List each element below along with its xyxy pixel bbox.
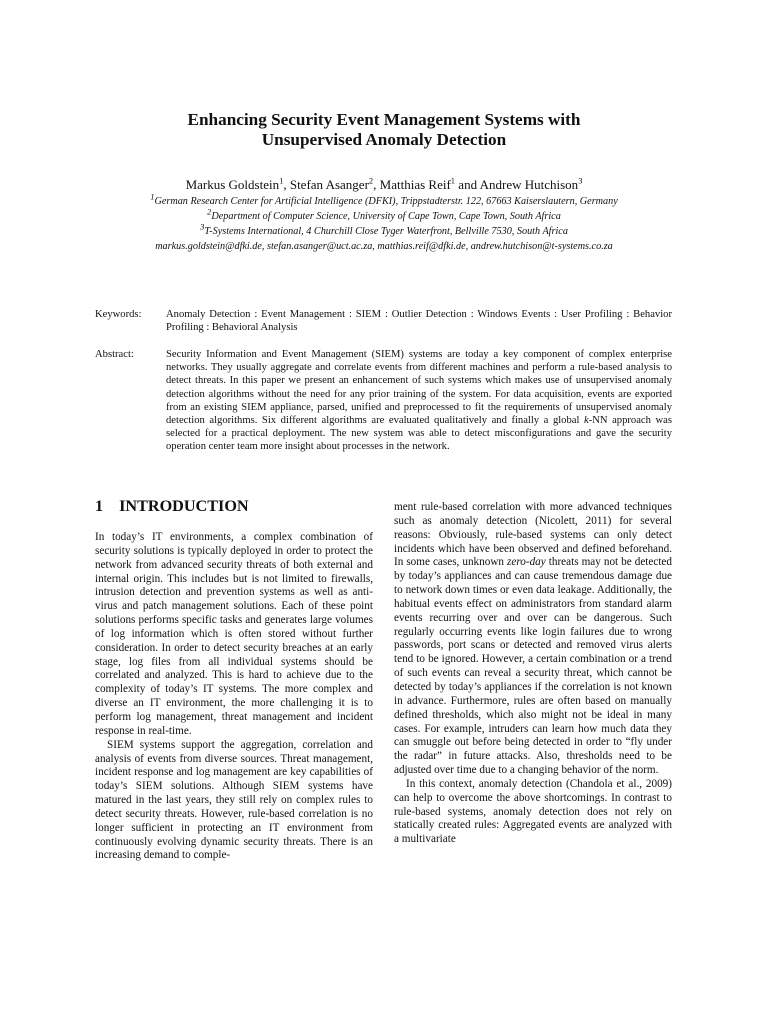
author: Markus Goldstein$^1$, [185, 175, 290, 192]
abstract-text: Security Information and Event Management (SIEM) systems are today a key component of complex enterprise networks. They usually aggregate and correlate events from different machines and perform a rule-based analysis to detect threats. In this paper we present an enhancement of such systems which makes use of unsupervised anomaly detection algorithms without the need for any prior training of the system. For data acquisition, events are exported from an existing SIEM appliance, parsed, unified and preprocessed to fit the requirements of unsupervised anomaly detection algorithms. Six different algorithms are evaluated qualitatively and finally a global k-NN approach was selected for a practical deployment. The new system was able to detect misconfigurations and gave the security operation center team more insight about processes in the network. [166, 349, 672, 453]
paragraph: In today’s IT environments, a complex combination of security solutions is typically deployed in order to protect the network from advanced security threats of both external and internal origin. This includes but is not limited to firewalls, intrusion detection and prevention systems as well as anti-virus and patch management solutions. Each of these point solutions performs specific tasks and generates large volumes of log information which is often stored without further consideration. In order to detect security breaches at an early stage, log files from all individual systems should be correlated and analyzed. This is hard to achieve due to the complexity of today’s IT systems. The more complex and diverse an IT environment, the more challenging it is to perform log management, threat management and incident response in real-time. [95, 531, 373, 737]
title-line-1: Enhancing Security Event Management Systems with [187, 110, 581, 129]
affiliation: $^1$German Research Center for Artificial Intelligence (DFKI), Trippstadterstr. 122, 67663 Kaiserslautern, Germany [150, 191, 618, 207]
paragraph: SIEM systems support the aggregation, correlation and analysis of events from diverse sources. Threat management, incident response and log management are key capabilities of today’s SIEM solutions. Although SIEM systems have matured in the last years, they still rely on complex rules to detect security threats. However, rule-based correlation is no longer sufficient in protecting an IT environment from continuously evolving dynamic security threats. There is an increasing demand to comple- [95, 738, 373, 862]
abstract-block [95, 348, 673, 468]
section-title: INTRODUCTION [119, 497, 249, 515]
paragraph: In this context, anomaly detection (Chandola et al., 2009) can help to overcome the above shortcomings. In contrast to rule-based systems, anomaly detection does not rely on statically created rules: Aggregated events are analyzed with a multivariate [394, 777, 672, 846]
author: Stefan Asanger$^2$, [289, 175, 380, 192]
author-list [60, 177, 708, 193]
paragraph: ment rule-based correlation with more advanced techniques such as anomaly detection (Nicolett, 2011) for several reasons: Obviously, rule-based systems can only detect incidents which have been observed and defined beforehand. In some cases, unknown zero-day threats may not be detected by today’s appliances and can cause tremendous damage due to network down times or even data leakage. Additionally, the habitual events effect on administrators from standard alarm events recurring over and over can be dangerous. Such regularly occurring events like login failures due to wrong passwords, port scans or detected and removed virus alerts tend to be ignored. However, a certain combination or a trend of such events can reveal a security threat, which cannot be detected by today’s appliances if the correlation is not known in advance. Furthermore, rules are often based on manually defined thresholds, which also might not be ideal in many cases. For example, intruders can learn how much data they can smuggle out before being detected in order to “fly under the radar” in future attacks. Also, thresholds need to be adjusted over time due to a changing behavior of the norm. [394, 501, 672, 777]
keywords-label: Keywords: [95, 309, 142, 320]
right-column [394, 501, 672, 847]
paper-title [96, 110, 672, 150]
abstract-label: Abstract: [95, 349, 134, 360]
section-heading [95, 497, 249, 516]
keywords-block [95, 308, 673, 338]
affiliation: $^2$Department of Computer Science, University of Cape Town, Cape Town, South Africa [207, 206, 561, 222]
affiliation: $^3$T-Systems International, 4 Churchill Close Tyger Waterfront, Bellville 7530, South Africa [200, 221, 568, 237]
left-column [95, 531, 373, 863]
section-number: 1 [95, 497, 104, 515]
author-emails: markus.goldstein@dfki.de, stefan.asanger@uct.ac.za, matthias.reif@dfki.de, andrew.hutchison@t-systems.co.za [155, 241, 613, 252]
author: Andrew Hutchison$^3$ [479, 175, 583, 192]
affiliations [60, 191, 708, 254]
title-line-2: Unsupervised Anomaly Detection [261, 130, 507, 149]
author: Matthias Reif$^1$ and [379, 175, 480, 192]
keywords-text: Anomaly Detection : Event Management : SIEM : Outlier Detection : Windows Events : User Profiling : Behavior Profiling : Behavioral Analysis [166, 309, 672, 334]
